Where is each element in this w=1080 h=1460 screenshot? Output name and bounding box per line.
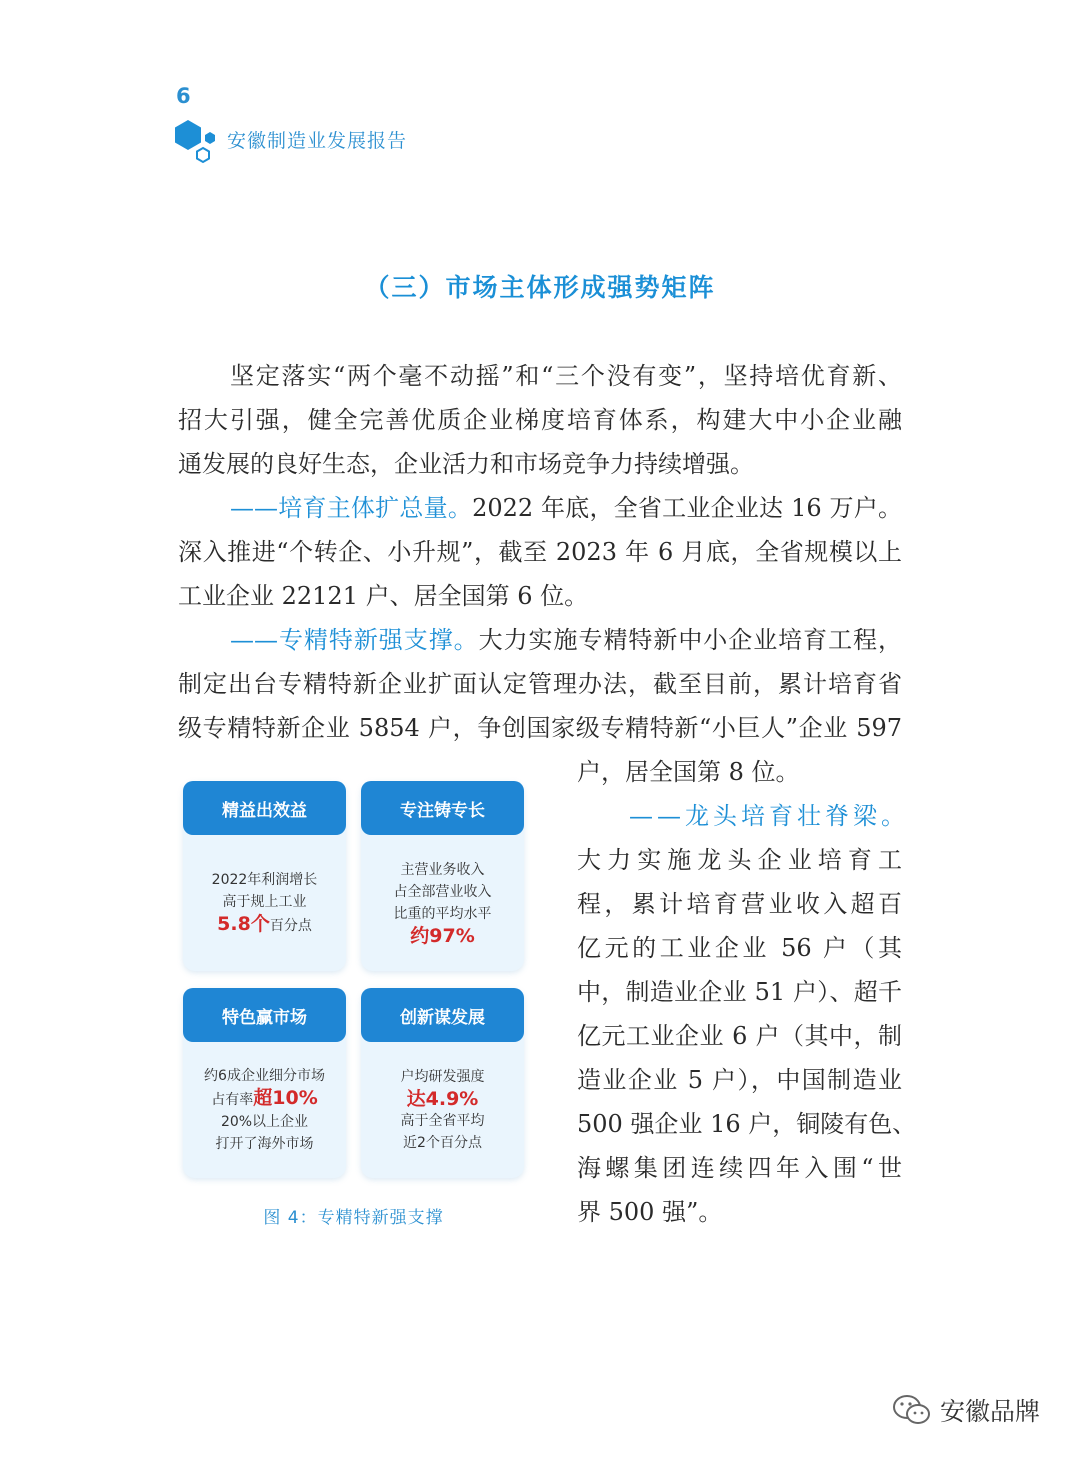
figure-card-3 bbox=[183, 988, 346, 1178]
p1-line-2: 深入推进“个转企、小升规”，截至 2023 年 6 月底，全省规模以上 bbox=[178, 538, 902, 566]
card-3-title: 特色赢市场 bbox=[183, 988, 346, 1042]
p3-line-2: 程，累计培育营业收入超百 bbox=[577, 890, 902, 918]
figure-card-4 bbox=[361, 988, 524, 1178]
figure-card-2 bbox=[361, 781, 524, 971]
p3-line-8: 海螺集团连续四年入围“世 bbox=[577, 1154, 902, 1182]
card-2-line-1: 主营业务收入 bbox=[400, 862, 485, 878]
p3-line-1: 大力实施龙头企业培育工 bbox=[577, 846, 902, 874]
card-3-line-2-pre: 占有率 bbox=[211, 1092, 254, 1108]
p1-highlight: ——培育主体扩总量。 bbox=[230, 494, 473, 522]
intro-line-1: 坚定落实“两个毫不动摇”和“三个没有变”，坚持培优育新、 bbox=[230, 362, 902, 390]
card-1-line-3 bbox=[217, 913, 312, 937]
report-title: 安徽制造业发展报告 bbox=[227, 130, 408, 152]
card-4-highlight: 达4.9% bbox=[406, 1088, 479, 1110]
p1-line-1-text: 2022 年底，全省工业企业达 16 万户。 bbox=[472, 494, 902, 522]
p1-line-1 bbox=[178, 486, 902, 530]
figure-caption: 图 4：专精特新强支撑 bbox=[263, 1208, 444, 1228]
figure-card-1 bbox=[183, 781, 346, 971]
wechat-icon bbox=[892, 1393, 932, 1427]
p3-highlight: ——龙头培育壮脊梁。 bbox=[629, 802, 909, 830]
card-3-body bbox=[183, 1050, 346, 1170]
card-1-line-3-rest: 百分点 bbox=[269, 918, 312, 934]
card-4-line-3: 高于全省平均 bbox=[400, 1113, 485, 1129]
card-4-body bbox=[361, 1050, 524, 1170]
p3-line-9: 界 500 强”。 bbox=[577, 1198, 723, 1226]
card-3-highlight: 超10% bbox=[253, 1087, 318, 1109]
p2-line-1-text: 大力实施专精特新中小企业培育工程， bbox=[478, 626, 902, 654]
card-3-line-4: 打开了海外市场 bbox=[215, 1136, 314, 1152]
watermark-text: 安徽品牌 bbox=[940, 1397, 1041, 1426]
card-3-line-3: 20%以上企业 bbox=[220, 1114, 309, 1130]
p3-line-3: 亿元的工业企业 56 户（其 bbox=[577, 934, 902, 962]
p3-line-7: 500 强企业 16 户，铜陵有色、 bbox=[577, 1110, 917, 1138]
card-4-title: 创新谋发展 bbox=[361, 988, 524, 1042]
card-2-line-3: 比重的平均水平 bbox=[393, 906, 492, 922]
card-2-title: 专注铸专长 bbox=[361, 781, 524, 835]
p1-line-3: 工业企业 22121 户、居全国第 6 位。 bbox=[178, 582, 589, 610]
card-2-highlight: 约97% bbox=[410, 925, 475, 947]
watermark bbox=[892, 1392, 1040, 1428]
card-2-line-2: 占全部营业收入 bbox=[393, 884, 492, 900]
p2-line-2: 制定出台专精特新企业扩面认定管理办法，截至目前，累计培育省 bbox=[178, 670, 902, 698]
p2-highlight: ——专精特新强支撑。 bbox=[230, 626, 479, 654]
card-1-line-1: 2022年利润增长 bbox=[211, 872, 318, 888]
card-1-highlight: 5.8个 bbox=[217, 913, 270, 935]
p3-line-4: 中，制造业企业 51 户）、超千 bbox=[577, 978, 902, 1006]
card-3-line-2 bbox=[211, 1087, 317, 1111]
card-1-line-2: 高于规上工业 bbox=[222, 894, 307, 910]
p3-highlight-line bbox=[577, 794, 909, 838]
card-1-title: 精益出效益 bbox=[183, 781, 346, 835]
page-number: 6 bbox=[176, 84, 191, 108]
card-4-line-4: 近2个百分点 bbox=[403, 1135, 482, 1151]
p2-line-1 bbox=[178, 618, 902, 662]
intro-line-2: 招大引强，健全完善优质企业梯度培育体系，构建大中小企业融 bbox=[178, 406, 902, 434]
p3-line-5: 亿元工业企业 6 户（其中，制 bbox=[577, 1022, 902, 1050]
hexagon-logo-icon bbox=[172, 118, 218, 164]
card-4-line-1: 户均研发强度 bbox=[400, 1069, 485, 1085]
p3-line-6: 造业企业 5 户），中国制造业 bbox=[577, 1066, 902, 1094]
card-2-body bbox=[361, 843, 524, 963]
section-title: （三）市场主体形成强势矩阵 bbox=[364, 273, 716, 302]
intro-line-3: 通发展的良好生态，企业活力和市场竞争力持续增强。 bbox=[178, 450, 754, 478]
p2-line-3: 级专精特新企业 5854 户，争创国家级专精特新“小巨人”企业 597 bbox=[178, 714, 902, 742]
card-3-line-1: 约6成企业细分市场 bbox=[204, 1068, 325, 1084]
p2-line-4: 户，居全国第 8 位。 bbox=[577, 758, 800, 786]
card-1-body bbox=[183, 843, 346, 963]
